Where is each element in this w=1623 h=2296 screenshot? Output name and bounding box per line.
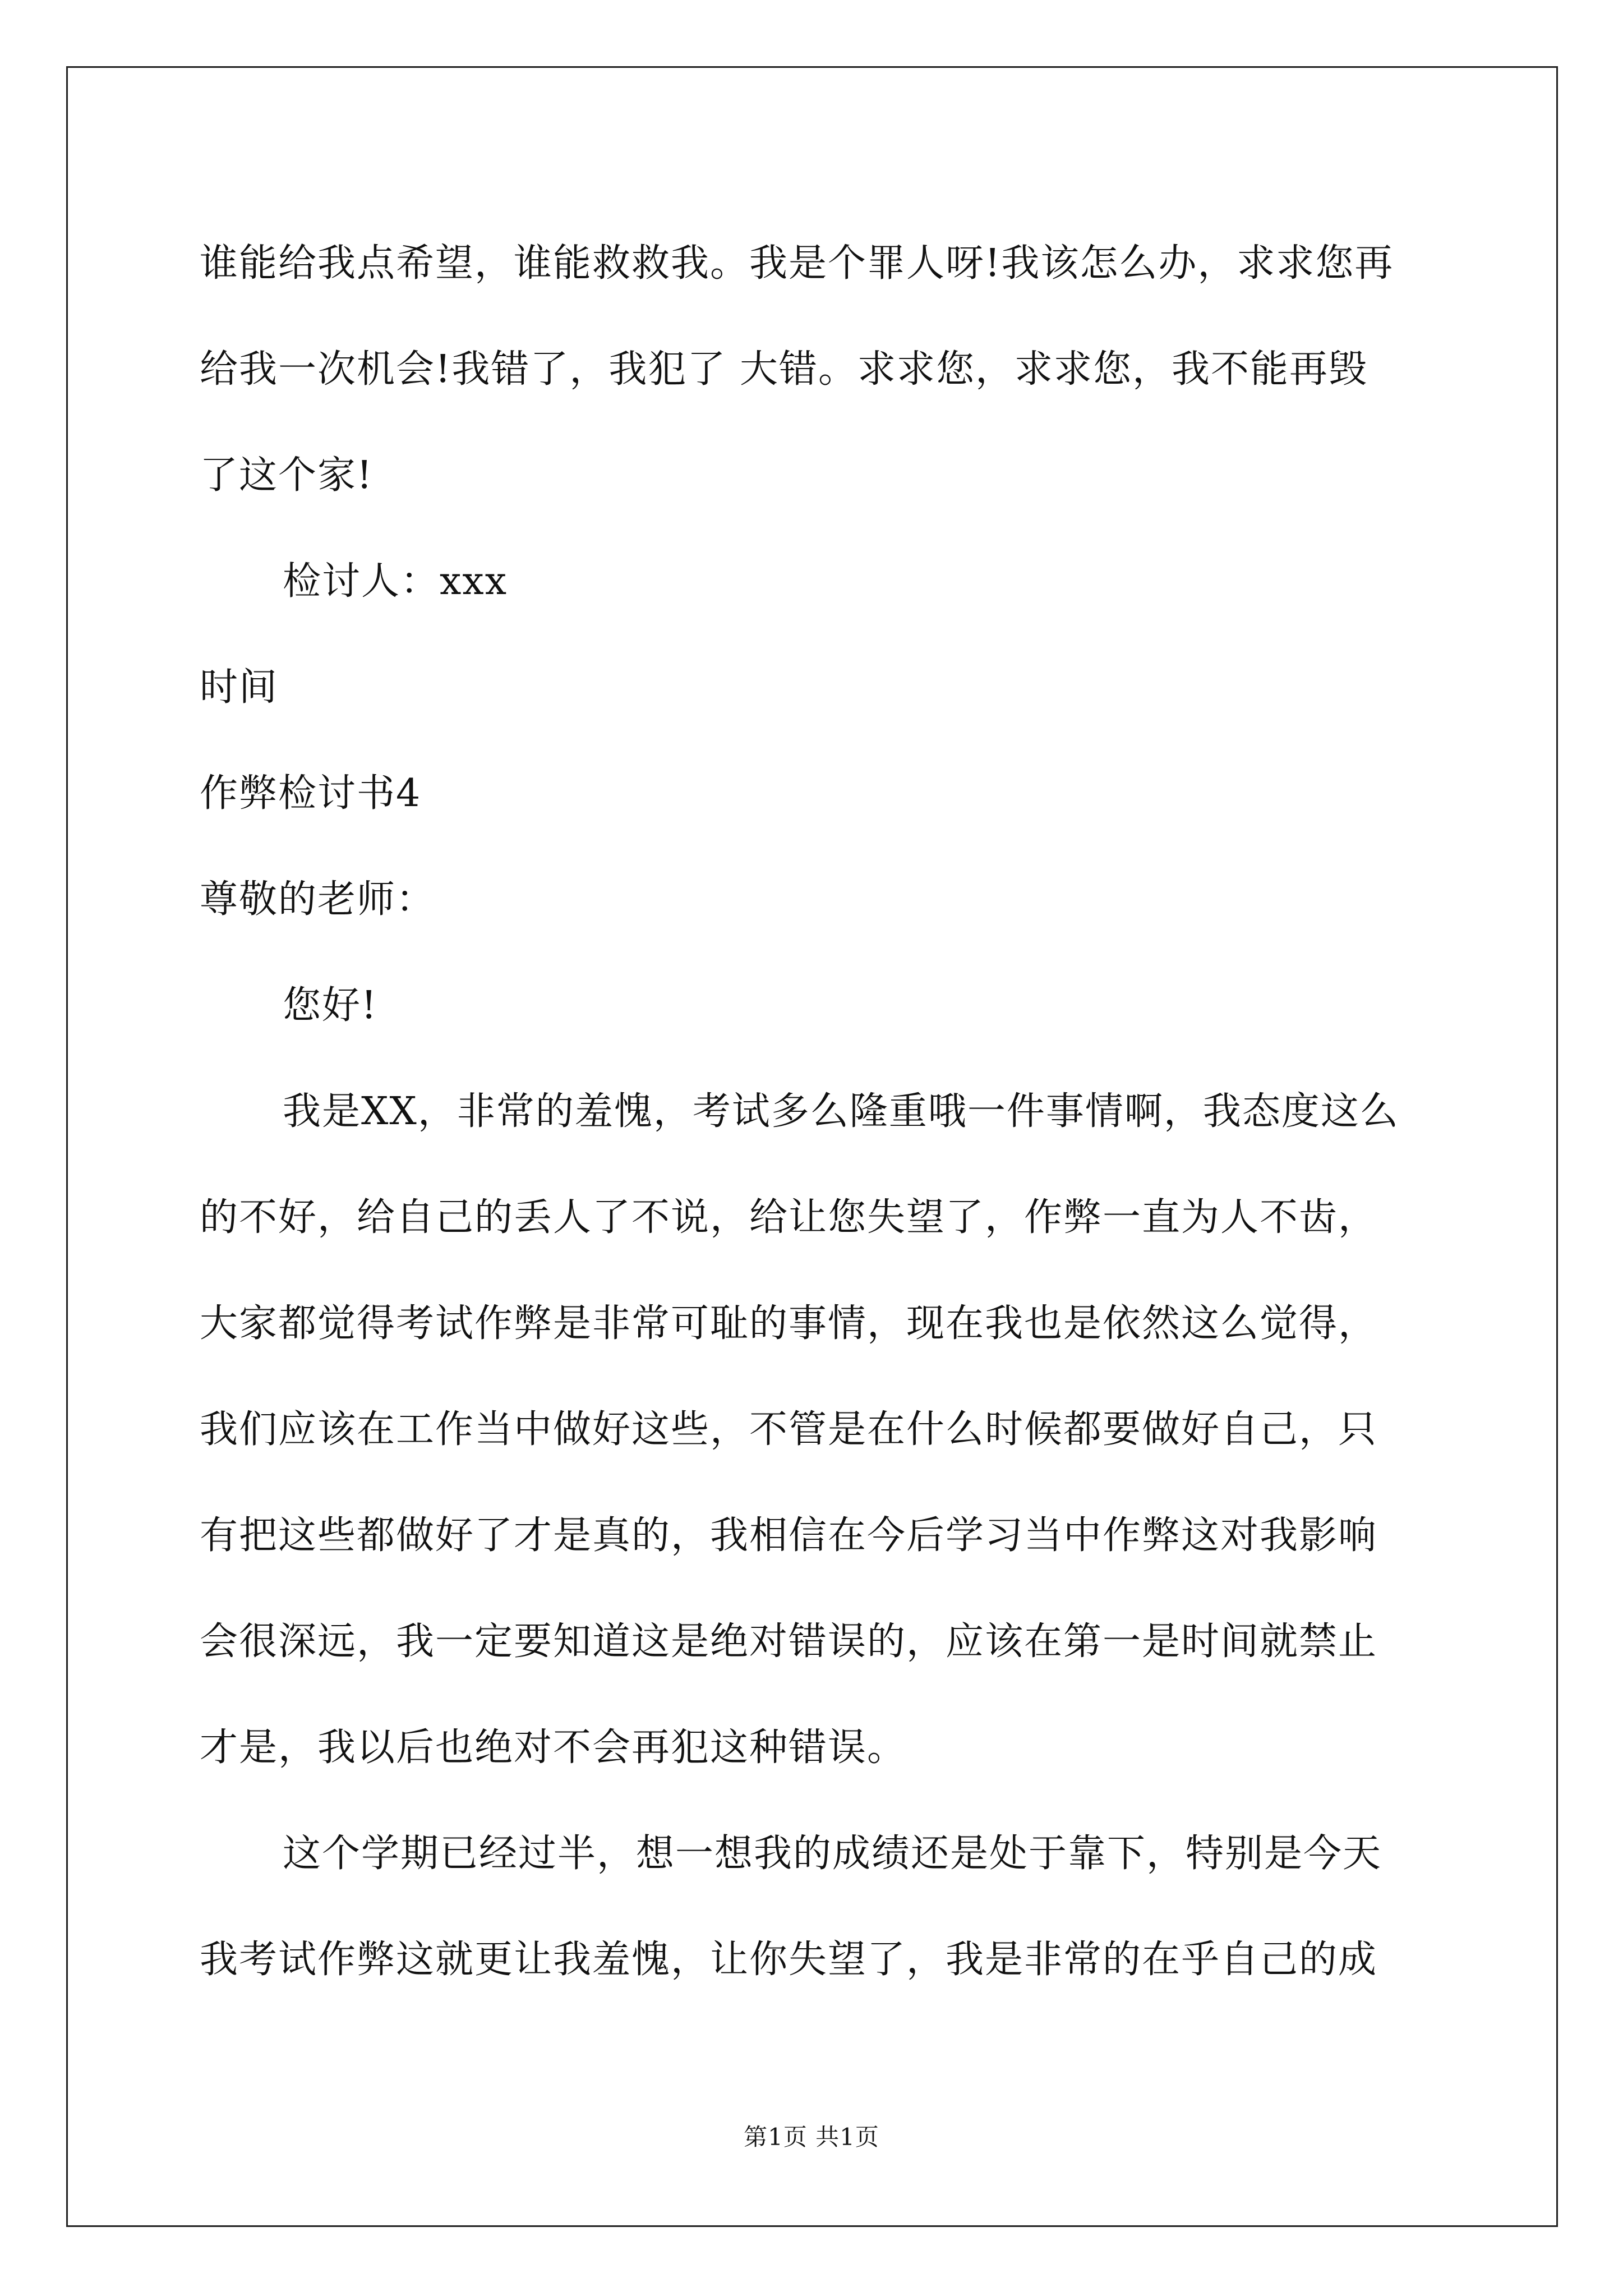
body-text-line: 谁能给我点希望，谁能救救我。我是个罪人呀!我该怎么办，求求您再 xyxy=(200,241,1394,286)
body-text-line: 大家都觉得考试作弊是非常可耻的事情，现在我也是依然这么觉得， xyxy=(200,1301,1378,1346)
body-text-line: 的不好，给自己的丢人了不说，给让您失望了，作弊一直为人不齿， xyxy=(200,1195,1378,1240)
signature-line: 检讨人：xxx xyxy=(283,559,508,604)
body-text-line: 会很深远，我一定要知道这是绝对错误的，应该在第一是时间就禁止 xyxy=(200,1619,1378,1664)
body-text-line: 我是XX，非常的羞愧，考试多么隆重哦一件事情啊，我态度这么 xyxy=(283,1089,1399,1134)
body-text-line: 给我一次机会!我错了，我犯了 大错。求求您，求求您，我不能再毁 xyxy=(200,347,1368,392)
date-line: 时间 xyxy=(200,665,279,710)
page-footer: 第1页 共1页 xyxy=(744,2123,879,2151)
body-text-line: 我们应该在工作当中做好这些，不管是在什么时候都要做好自己，只 xyxy=(200,1407,1378,1452)
body-text-line: 这个学期已经过半，想一想我的成绩还是处于靠下，特别是今天 xyxy=(283,1832,1382,1876)
body-text-line: 有把这些都做好了才是真的，我相信在今后学习当中作弊这对我影响 xyxy=(200,1513,1378,1558)
body-text-line: 才是，我以后也绝对不会再犯这种错误。 xyxy=(200,1726,907,1770)
greeting: 您好! xyxy=(283,983,378,1028)
salutation: 尊敬的老师： xyxy=(200,877,436,922)
section-title: 作弊检讨书4 xyxy=(200,771,422,816)
body-text-line: 了这个家! xyxy=(200,453,374,498)
body-text-line: 我考试作弊这就更让我羞愧，让你失望了，我是非常的在乎自己的成 xyxy=(200,1938,1378,1982)
document-body xyxy=(200,210,1433,2013)
